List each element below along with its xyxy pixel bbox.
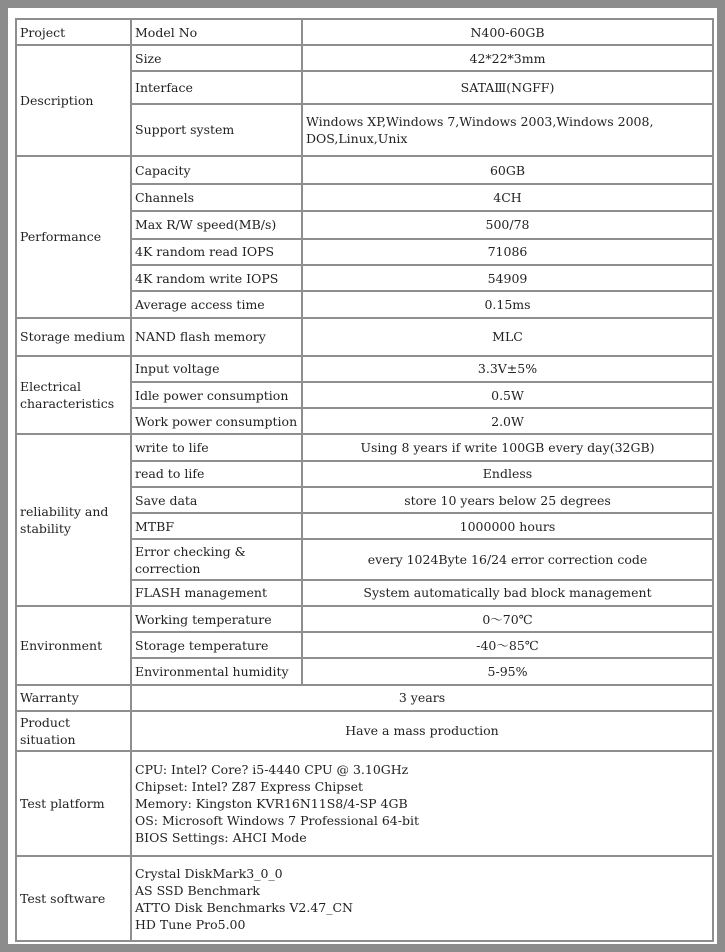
spec-value: -40～85℃ bbox=[302, 632, 713, 658]
spec-label: FLASH management bbox=[131, 580, 302, 606]
spec-value: 0.5W bbox=[302, 382, 713, 408]
table-row bbox=[16, 156, 713, 184]
section-product-situation: Product situation bbox=[16, 711, 131, 751]
test-software-line: HD Tune Pro5.00 bbox=[135, 916, 246, 932]
spec-label: Capacity bbox=[131, 156, 302, 184]
spec-value: Windows XP,Windows 7,Windows 2003,Windows 2008, DOS,Linux,Unix bbox=[302, 104, 713, 156]
spec-value: 42*22*3mm bbox=[302, 45, 713, 71]
section-environment: Environment bbox=[16, 606, 131, 685]
table-row bbox=[16, 434, 713, 460]
spec-label: Environmental humidity bbox=[131, 658, 302, 684]
spec-label: write to life bbox=[131, 434, 302, 460]
spec-value: System automatically bad block management bbox=[302, 580, 713, 606]
spec-label: Average access time bbox=[131, 291, 302, 317]
project-header: Project bbox=[16, 19, 131, 45]
table-row bbox=[16, 685, 713, 711]
section-warranty: Warranty bbox=[16, 685, 131, 711]
spec-value: store 10 years below 25 degrees bbox=[302, 487, 713, 513]
section-performance: Performance bbox=[16, 156, 131, 317]
spec-label: Channels bbox=[131, 184, 302, 210]
spec-value: 71086 bbox=[302, 239, 713, 265]
table-row bbox=[16, 45, 713, 71]
spec-label: Support system bbox=[131, 104, 302, 156]
model-no-label: Model No bbox=[131, 19, 302, 45]
section-description: Description bbox=[16, 45, 131, 156]
spec-value: MLC bbox=[302, 318, 713, 356]
test-software-line: AS SSD Benchmark bbox=[135, 882, 261, 898]
spec-table bbox=[15, 18, 714, 942]
spec-label: MTBF bbox=[131, 513, 302, 539]
spec-label: Idle power consumption bbox=[131, 382, 302, 408]
spec-value: 2.0W bbox=[302, 408, 713, 434]
section-test-platform: Test platform bbox=[16, 751, 131, 856]
test-software-line: ATTO Disk Benchmarks V2.47_CN bbox=[135, 899, 353, 915]
table-row bbox=[16, 356, 713, 382]
spec-label: 4K random read IOPS bbox=[131, 239, 302, 265]
spec-label: Save data bbox=[131, 487, 302, 513]
spec-value: 60GB bbox=[302, 156, 713, 184]
spec-label: Working temperature bbox=[131, 606, 302, 632]
spec-value: 54909 bbox=[302, 265, 713, 291]
test-platform-line: OS: Microsoft Windows 7 Professional 64-bit bbox=[135, 813, 419, 829]
spec-label: NAND flash memory bbox=[131, 318, 302, 356]
table-row bbox=[16, 19, 713, 45]
test-platform-details bbox=[131, 751, 713, 856]
test-platform-line: Memory: Kingston KVR16N11S8/4-SP 4GB bbox=[135, 796, 408, 812]
spec-value: 500/78 bbox=[302, 211, 713, 239]
test-platform-line: BIOS Settings: AHCI Mode bbox=[135, 830, 307, 846]
spec-label: 4K random write IOPS bbox=[131, 265, 302, 291]
spec-label: Work power consumption bbox=[131, 408, 302, 434]
section-test-software: Test software bbox=[16, 856, 131, 941]
table-row bbox=[16, 751, 713, 856]
spec-value: 0～70℃ bbox=[302, 606, 713, 632]
spec-value: 1000000 hours bbox=[302, 513, 713, 539]
spec-label: read to life bbox=[131, 461, 302, 487]
spec-value: 4CH bbox=[302, 184, 713, 210]
section-storage-medium: Storage medium bbox=[16, 318, 131, 356]
test-software-details bbox=[131, 856, 713, 941]
spec-label: Interface bbox=[131, 71, 302, 103]
spec-label: Size bbox=[131, 45, 302, 71]
model-no-value: N400-60GB bbox=[302, 19, 713, 45]
spec-label: Storage temperature bbox=[131, 632, 302, 658]
spec-value: Endless bbox=[302, 461, 713, 487]
spec-label: Max R/W speed(MB/s) bbox=[131, 211, 302, 239]
spec-label: Error checking & correction bbox=[131, 539, 302, 579]
table-row bbox=[16, 606, 713, 632]
table-row bbox=[16, 711, 713, 751]
section-electrical: Electrical characteristics bbox=[16, 356, 131, 435]
table-row bbox=[16, 318, 713, 356]
test-platform-line: Chipset: Intel? Z87 Express Chipset bbox=[135, 779, 364, 795]
spec-value: 0.15ms bbox=[302, 291, 713, 317]
test-platform-line: CPU: Intel? Core? i5-4440 CPU @ 3.10GHz bbox=[135, 762, 409, 778]
product-situation-value: Have a mass production bbox=[131, 711, 713, 751]
table-row bbox=[16, 856, 713, 941]
spec-value: SATAⅢ(NGFF) bbox=[302, 71, 713, 103]
section-reliability: reliability and stability bbox=[16, 434, 131, 605]
spec-value: 5-95% bbox=[302, 658, 713, 684]
spec-value: Using 8 years if write 100GB every day(32GB) bbox=[302, 434, 713, 460]
spec-sheet bbox=[8, 8, 717, 944]
spec-value: every 1024Byte 16/24 error correction code bbox=[302, 539, 713, 579]
spec-value: 3.3V±5% bbox=[302, 356, 713, 382]
warranty-value: 3 years bbox=[131, 685, 713, 711]
spec-label: Input voltage bbox=[131, 356, 302, 382]
test-software-line: Crystal DiskMark3_0_0 bbox=[135, 865, 283, 881]
